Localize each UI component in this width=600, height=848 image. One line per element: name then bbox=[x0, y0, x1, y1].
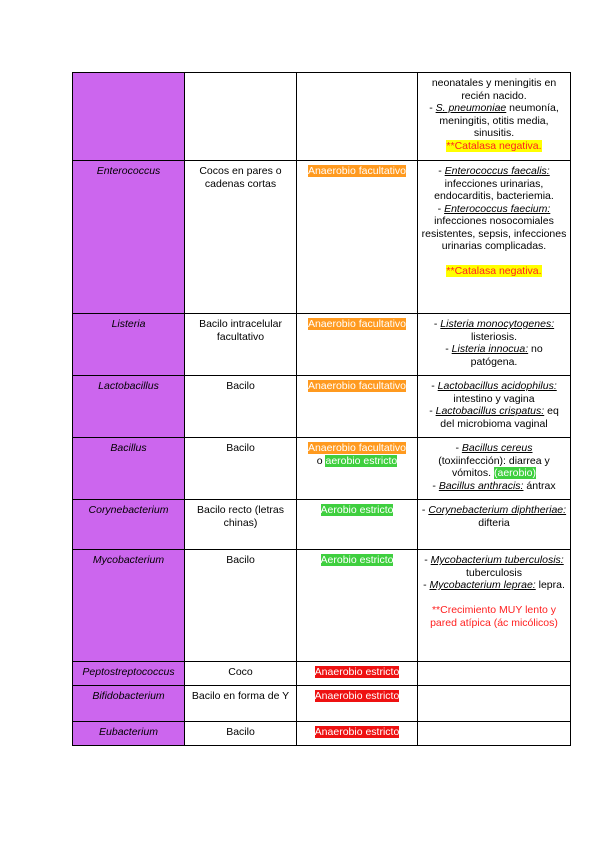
catalase-note: **Catalasa negativa. bbox=[446, 139, 542, 152]
oxygen-cell bbox=[297, 686, 418, 722]
shape-cell: Cocos en pares o cadenas cortas bbox=[185, 161, 297, 314]
notes-cell: - Listeria monocytogenes: listeriosis. - Listeria innocua: no patógena. bbox=[418, 314, 571, 376]
aerobic-tag: (aerobio) bbox=[493, 467, 537, 479]
oxygen-cell bbox=[297, 73, 418, 161]
species-name: Enterococcus faecium: bbox=[444, 202, 551, 215]
oxygen-badge: Anaerobio estricto bbox=[314, 666, 400, 678]
shape-cell: Bacilo bbox=[185, 722, 297, 746]
notes-line: neonatales y meningitis en recién nacido. bbox=[431, 77, 557, 102]
species-name: S. pneumoniae bbox=[435, 102, 507, 114]
table-row bbox=[73, 550, 571, 662]
notes-cell: - Corynebacterium diphtheriae: difteria bbox=[418, 500, 571, 550]
oxygen-cell bbox=[297, 376, 418, 438]
oxygen-badge: Aerobio estricto bbox=[320, 504, 394, 516]
notes-cell bbox=[418, 722, 571, 746]
oxygen-badge: Aerobio estricto bbox=[320, 554, 394, 566]
oxygen-badge: Anaerobio facultativo bbox=[307, 380, 407, 392]
oxygen-cell: Anaerobio facultativo o aerobio estricto bbox=[297, 438, 418, 500]
genus-cell: Listeria bbox=[73, 314, 185, 376]
genus-cell: Mycobacterium bbox=[73, 550, 185, 662]
oxygen-cell bbox=[297, 722, 418, 746]
growth-note: **Crecimiento MUY lento y pared atípica (ác micólicos) bbox=[430, 604, 558, 629]
table-row bbox=[73, 500, 571, 550]
species-name: Mycobacterium leprae: bbox=[429, 579, 536, 591]
table-row bbox=[73, 73, 571, 161]
shape-cell: Bacilo bbox=[185, 438, 297, 500]
species-name: Listeria innocua: bbox=[451, 343, 529, 355]
oxygen-badge: Anaerobio estricto bbox=[314, 690, 400, 702]
genus-cell: Corynebacterium bbox=[73, 500, 185, 550]
catalase-note: **Catalasa negativa. bbox=[446, 265, 542, 277]
table-row bbox=[73, 161, 571, 314]
notes-cell bbox=[418, 686, 571, 722]
table-row bbox=[73, 686, 571, 722]
shape-cell: Bacilo en forma de Y bbox=[185, 686, 297, 722]
species-name: Mycobacterium tuberculosis: bbox=[430, 554, 564, 566]
oxygen-cell bbox=[297, 550, 418, 662]
shape-cell: Coco bbox=[185, 662, 297, 686]
oxygen-badge: Anaerobio estricto bbox=[314, 726, 400, 738]
species-name: Corynebacterium diphtheriae: bbox=[428, 504, 567, 516]
notes-cell bbox=[418, 662, 571, 686]
oxygen-badge: aerobio estricto bbox=[325, 454, 398, 467]
notes-cell: - Bacillus cereus (toxiinfección): diarrea y vómitos. (aerobio) - Bacillus anthracis: ántrax bbox=[418, 438, 571, 500]
shape-cell bbox=[185, 73, 297, 161]
table-row bbox=[73, 314, 571, 376]
genus-cell: Bacillus bbox=[73, 438, 185, 500]
bacteria-table bbox=[72, 72, 571, 746]
genus-cell: Peptostreptococcus bbox=[73, 662, 185, 686]
table-row bbox=[73, 662, 571, 686]
oxygen-cell bbox=[297, 161, 418, 314]
notes-cell: - Mycobacterium tuberculosis: tuberculosis - Mycobacterium leprae: lepra. **Crecimiento MUY lento y pared atípica (ác micólicos) bbox=[418, 550, 571, 662]
species-name: Lactobacillus acidophilus: bbox=[437, 380, 557, 392]
genus-cell: Bifidobacterium bbox=[73, 686, 185, 722]
notes-cell: neonatales y meningitis en recién nacido. - S. pneumoniae neumonía, meningitis, otitis media, sinusitis. **Catalasa negativa. bbox=[418, 73, 571, 161]
notes-cell: - Enterococcus faecalis: infecciones urinarias, endocarditis, bacteriemia. - Enterococcus faecium: infecciones nosocomiales resistentes, sepsis, infecciones urinarias complicadas. **Catalasa negativa. bbox=[418, 161, 571, 314]
genus-cell: Lactobacillus bbox=[73, 376, 185, 438]
table-row bbox=[73, 438, 571, 500]
species-name: Lactobacillus crispatus: bbox=[435, 405, 545, 417]
shape-cell: Bacilo intracelular facultativo bbox=[185, 314, 297, 376]
oxygen-cell bbox=[297, 500, 418, 550]
oxygen-badge: Anaerobio facultativo bbox=[307, 318, 407, 330]
oxygen-badge: Anaerobio facultativo bbox=[307, 165, 407, 177]
oxygen-badge: Anaerobio facultativo bbox=[307, 442, 407, 454]
species-name: Bacillus cereus bbox=[461, 442, 533, 454]
genus-cell: Eubacterium bbox=[73, 722, 185, 746]
species-name: Listeria monocytogenes: bbox=[440, 318, 555, 330]
genus-cell bbox=[73, 73, 185, 161]
genus-cell: Enterococcus bbox=[73, 161, 185, 314]
species-name: Bacillus anthracis: bbox=[438, 479, 524, 492]
notes-cell: - Lactobacillus acidophilus: intestino y vagina - Lactobacillus crispatus: eq del microbioma vaginal bbox=[418, 376, 571, 438]
shape-cell: Bacilo bbox=[185, 376, 297, 438]
shape-cell: Bacilo recto (letras chinas) bbox=[185, 500, 297, 550]
table-row bbox=[73, 376, 571, 438]
oxygen-cell bbox=[297, 662, 418, 686]
shape-cell: Bacilo bbox=[185, 550, 297, 662]
table-row bbox=[73, 722, 571, 746]
species-name: Enterococcus faecalis: bbox=[444, 165, 550, 177]
oxygen-cell bbox=[297, 314, 418, 376]
